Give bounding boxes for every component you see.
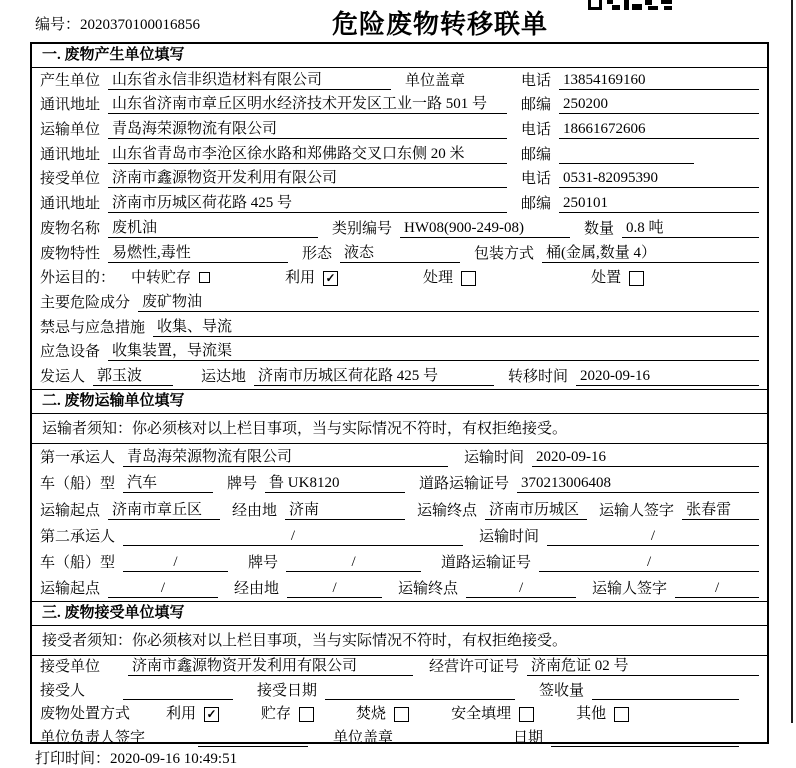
- manifest-form-table: [30, 42, 769, 744]
- form-row: [32, 216, 767, 241]
- checkbox-label: 处理: [423, 270, 454, 287]
- form-row: [32, 93, 767, 118]
- field-value: 18661672606: [559, 120, 759, 139]
- field-value: 桶(金属,数量 4）: [542, 244, 759, 263]
- field-value: 济南危证 02 号: [527, 657, 759, 676]
- field-label: 签收量: [539, 682, 585, 699]
- section-notice: 接受者须知：你必须核对以上栏目事项，当与实际情况不符时，有权拒绝接受。: [32, 626, 767, 656]
- checkbox-unchecked-icon: [199, 272, 210, 283]
- checkbox-label: 焚烧: [356, 706, 387, 723]
- field-label: 第二承运人: [40, 528, 116, 545]
- checkbox-field: [576, 705, 629, 723]
- section-notice: 运输者须知：你必须核对以上栏目事项，当与实际情况不符时，有权拒绝接受。: [32, 414, 767, 444]
- field-label: 运输单位: [40, 122, 101, 139]
- field-value: HW08(900-249-08): [400, 219, 570, 238]
- checkbox-field: [451, 705, 534, 723]
- checkbox-label: 其他: [576, 706, 607, 723]
- field-value: [198, 729, 308, 747]
- field-label: 接受日期: [257, 682, 318, 699]
- form-row: [32, 315, 767, 340]
- field-label: 接受单位: [40, 659, 101, 676]
- field-label: 运输人签字: [599, 502, 675, 519]
- field-label: 废物名称: [40, 220, 101, 237]
- field-label: 运输起点: [40, 581, 101, 598]
- form-row: [32, 656, 767, 679]
- checkbox-field: [423, 269, 476, 287]
- field-value: /: [539, 553, 759, 572]
- field-value: 鲁 UK8120: [265, 474, 405, 493]
- field-value: /: [675, 579, 759, 598]
- checkbox-field: [285, 269, 338, 287]
- field-label: 主要危险成分: [40, 294, 131, 311]
- field-label: 运达地: [201, 368, 247, 385]
- form-row: [32, 444, 767, 470]
- field-value: 0531-82095390: [559, 169, 759, 188]
- form-row: [32, 290, 767, 315]
- checkbox-label: 利用: [166, 706, 197, 723]
- checkbox-label: 处置: [591, 270, 622, 287]
- field-label: 接受单位: [40, 171, 101, 188]
- form-row: [32, 575, 767, 601]
- field-label: 应急设备: [40, 344, 101, 361]
- checkbox-label: 中转贮存: [131, 270, 192, 287]
- checkbox-field: [166, 705, 219, 723]
- field-label: 经由地: [234, 581, 280, 598]
- checkbox-label: 安全填埋: [451, 706, 512, 723]
- field-value: 收集、导流: [153, 318, 759, 337]
- field-label: 废物特性: [40, 245, 101, 262]
- print-time-label: 打印时间：: [35, 751, 111, 767]
- field-value: 青岛海荣源物流有限公司: [123, 448, 448, 467]
- static-text: 单位盖章: [405, 72, 466, 89]
- field-label: 运输终点: [398, 581, 459, 598]
- document-number-label: 编号：: [35, 17, 81, 33]
- field-value: 收集装置，导流渠: [108, 342, 759, 361]
- field-label: 外运目的：: [40, 270, 116, 287]
- field-label: 邮编: [520, 196, 551, 213]
- field-label: 道路运输证号: [419, 476, 510, 493]
- field-label: 邮编: [520, 146, 551, 163]
- field-value: 郭玉波: [93, 367, 173, 386]
- field-value: 13854169160: [559, 71, 759, 90]
- field-value: [551, 729, 739, 747]
- field-value: 山东省永信非织造材料有限公司: [108, 71, 391, 90]
- field-value: 0.8 吨: [622, 219, 759, 238]
- form-row: [32, 117, 767, 142]
- static-text: 单位盖章: [333, 729, 394, 746]
- field-label: 运输终点: [417, 502, 478, 519]
- form-row: [32, 241, 767, 266]
- field-label: 日期: [513, 729, 544, 746]
- field-label: 类别编号: [332, 220, 393, 237]
- page-title: 危险废物转移联单: [331, 10, 548, 39]
- form-section: [32, 601, 767, 750]
- checkbox-field: [261, 705, 314, 723]
- field-value: 250200: [559, 95, 759, 114]
- field-value: 济南市鑫源物资开发利用有限公司: [108, 169, 507, 188]
- field-value: /: [287, 579, 382, 598]
- field-value: /: [123, 553, 228, 572]
- field-value: 济南市历城区荷花路 425 号: [108, 194, 507, 213]
- form-row: [32, 496, 767, 522]
- form-section: [32, 389, 767, 601]
- field-label: 电话: [520, 171, 551, 188]
- field-label: 道路运输证号: [441, 554, 532, 571]
- checkbox-checked-icon: ✓: [323, 271, 338, 286]
- checkbox-label: 利用: [285, 270, 316, 287]
- field-label: 产生单位: [40, 72, 101, 89]
- field-label: 运输时间: [464, 450, 525, 467]
- print-time: [35, 747, 237, 768]
- field-label: 电话: [520, 122, 551, 139]
- field-value: 济南市历城区荷花路 425 号: [254, 367, 494, 386]
- form-row: [32, 167, 767, 192]
- field-label: 经由地: [232, 502, 278, 519]
- field-label: 第一承运人: [40, 450, 116, 467]
- field-value: 山东省济南市章丘区明水经济技术开发区工业一路 501 号: [108, 95, 507, 114]
- field-value: 青岛海荣源物流有限公司: [108, 120, 507, 139]
- checkbox-unchecked-icon: [629, 271, 644, 286]
- field-label: 电话: [520, 72, 551, 89]
- form-row: [32, 340, 767, 365]
- checkbox-checked-icon: ✓: [204, 707, 219, 722]
- section-header: 二. 废物运输单位填写: [32, 390, 767, 414]
- field-label: 牌号: [227, 476, 258, 493]
- field-label: 包装方式: [474, 245, 535, 262]
- field-value: [123, 682, 233, 700]
- field-label: 车（船）型: [40, 476, 116, 493]
- field-value: 370213006408: [517, 474, 759, 493]
- field-value: 250101: [559, 194, 759, 213]
- field-value: [559, 146, 694, 164]
- form-row: [32, 703, 767, 726]
- field-value: [592, 682, 739, 700]
- form-section: [32, 44, 767, 389]
- field-label: 车（船）型: [40, 554, 116, 571]
- field-label: 发运人: [40, 368, 86, 385]
- field-value: 易燃性,毒性: [108, 244, 288, 263]
- section-header: 一. 废物产生单位填写: [32, 44, 767, 68]
- field-label: 运输时间: [479, 528, 540, 545]
- checkbox-unchecked-icon: [614, 707, 629, 722]
- field-value: 济南市章丘区: [108, 501, 220, 520]
- field-value: 山东省青岛市李沧区徐水路和郑佛路交叉口东侧 20 米: [108, 145, 507, 164]
- field-label: 通讯地址: [40, 97, 101, 114]
- field-label: 废物处置方式: [40, 706, 131, 723]
- field-value: /: [547, 527, 759, 546]
- form-row: [32, 470, 767, 496]
- field-value: 废矿物油: [138, 293, 759, 312]
- scan-edge-line: [791, 0, 793, 723]
- section-header: 三. 废物接受单位填写: [32, 602, 767, 626]
- checkbox-field: [356, 705, 409, 723]
- field-value: 张春雷: [682, 501, 759, 520]
- field-value: 济南市历城区: [485, 501, 587, 520]
- field-value: 济南: [285, 501, 405, 520]
- field-value: /: [466, 579, 576, 598]
- form-row: [32, 679, 767, 702]
- field-value: 废机油: [108, 219, 318, 238]
- form-row: [32, 364, 767, 389]
- field-label: 牌号: [248, 554, 279, 571]
- field-label: 单位负责人签字: [40, 729, 146, 746]
- field-label: 转移时间: [508, 368, 569, 385]
- document-number: [35, 13, 200, 34]
- field-value: /: [108, 579, 218, 598]
- field-value: 2020-09-16: [532, 448, 759, 467]
- field-value: 汽车: [123, 474, 213, 493]
- checkbox-unchecked-icon: [299, 707, 314, 722]
- checkbox-field: [131, 269, 210, 287]
- field-label: 数量: [584, 220, 615, 237]
- field-label: 邮编: [520, 97, 551, 114]
- checkbox-label: 贮存: [261, 706, 292, 723]
- print-time-value: 2020-09-16 10:49:51: [110, 751, 238, 767]
- field-label: 运输起点: [40, 502, 101, 519]
- form-row: [32, 142, 767, 167]
- field-value: /: [286, 553, 421, 572]
- field-value: 液态: [340, 244, 460, 263]
- field-value: /: [123, 527, 463, 546]
- field-value: 2020-09-16: [576, 367, 759, 386]
- field-label: 运输人签字: [592, 581, 668, 598]
- field-value: [325, 682, 515, 700]
- checkbox-unchecked-icon: [461, 271, 476, 286]
- form-row: [32, 266, 767, 291]
- field-label: 禁忌与应急措施: [40, 319, 146, 336]
- field-label: 接受人: [40, 682, 86, 699]
- form-row: [32, 549, 767, 575]
- form-row: [32, 191, 767, 216]
- field-label: 通讯地址: [40, 146, 101, 163]
- document-number-value: 2020370100016856: [80, 17, 201, 33]
- checkbox-unchecked-icon: [519, 707, 534, 722]
- form-row: [32, 68, 767, 93]
- checkbox-field: [591, 269, 644, 287]
- form-row: [32, 523, 767, 549]
- qr-code-icon: [588, 0, 672, 10]
- checkbox-unchecked-icon: [394, 707, 409, 722]
- field-label: 形态: [302, 245, 333, 262]
- field-label: 经营许可证号: [429, 659, 520, 676]
- field-value: 济南市鑫源物资开发利用有限公司: [128, 657, 413, 676]
- field-label: 通讯地址: [40, 196, 101, 213]
